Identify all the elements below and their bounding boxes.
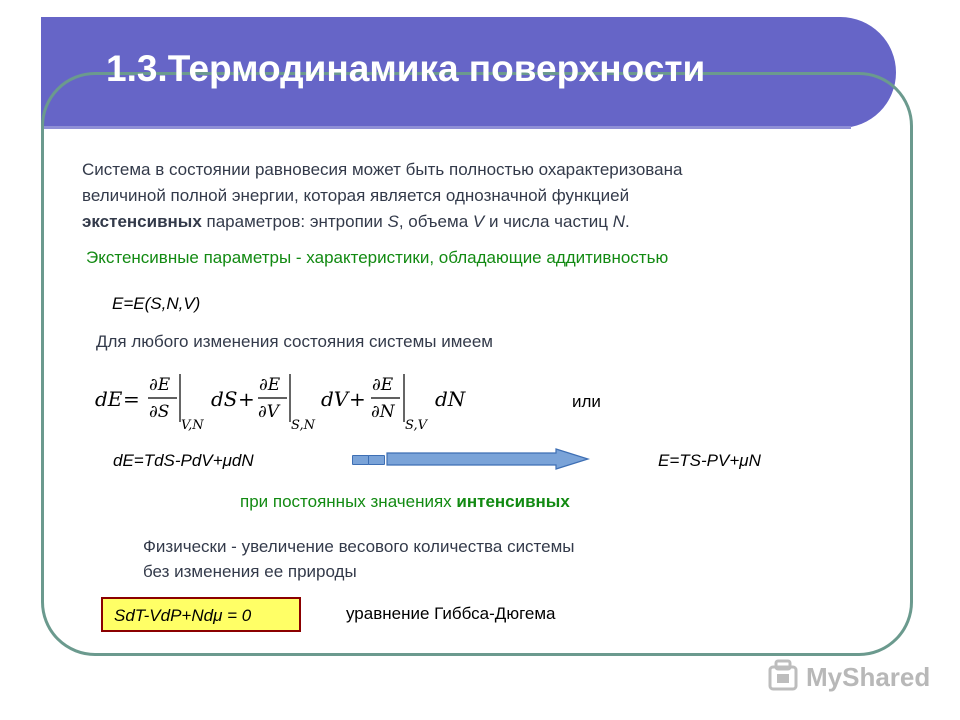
svg-text:∂E: ∂E [372,375,394,395]
any-change-text: Для любого изменения состояния системы имеем [96,332,493,351]
svg-text:dE: dE [95,387,123,411]
intro-line-3: экстенсивных параметров: энтропии S, объема V и числа частиц N. [82,212,630,231]
intro-line-2: величиной полной энергии, которая является однозначной функцией [82,186,630,205]
constant-note: при постоянных значениях интенсивных [240,492,570,511]
extensive-definition: Экстенсивные параметры - характеристики, обладающие аддитивностью [86,248,669,267]
differential-equation [93,368,513,438]
svg-text:∂V: ∂V [258,402,280,422]
svg-text:∂E: ∂E [259,375,281,395]
svg-text:dV: dV [321,387,349,411]
svg-text:∂E: ∂E [149,375,171,395]
gibbs-equation-box [101,597,301,632]
arrow-dash-1 [352,455,369,465]
svg-text:S,N: S,N [291,418,315,433]
svg-text:dS: dS [211,387,238,411]
svg-text:dN: dN [435,387,466,411]
intensive-bold: интенсивных [456,492,570,511]
svg-text:=: = [123,387,140,411]
svg-text:∂S: ∂S [149,402,170,422]
energy-function: E=E(S,N,V) [112,294,201,313]
gibbs-equation: SdT-VdP+Ndμ = 0 [114,606,252,625]
or-label: или [572,392,601,411]
svg-text:+: + [349,387,366,411]
extensive-bold: экстенсивных [82,212,202,231]
svg-text:S,V: S,V [405,418,427,433]
differential-form: dE=TdS-PdV+μdN [113,451,254,470]
svg-text:V,N: V,N [181,418,204,433]
physically-line-2: без изменения ее природы [143,562,357,581]
arrow-right-icon [386,448,592,470]
integrated-form: E=TS-PV+μN [658,451,761,470]
svg-text:∂N: ∂N [371,402,395,422]
arrow-dash-2 [368,455,385,465]
slide-title: 1.3.Термодинамика поверхности [106,48,706,89]
gibbs-label: уравнение Гиббса-Дюгема [346,604,556,623]
watermark: MyShared [806,662,931,692]
physically-line-1: Физически - увеличение весового количества системы [143,537,575,556]
intro-line-1: Система в состоянии равновесия может быть полностью охарактеризована [82,160,683,179]
svg-text:+: + [238,387,255,411]
